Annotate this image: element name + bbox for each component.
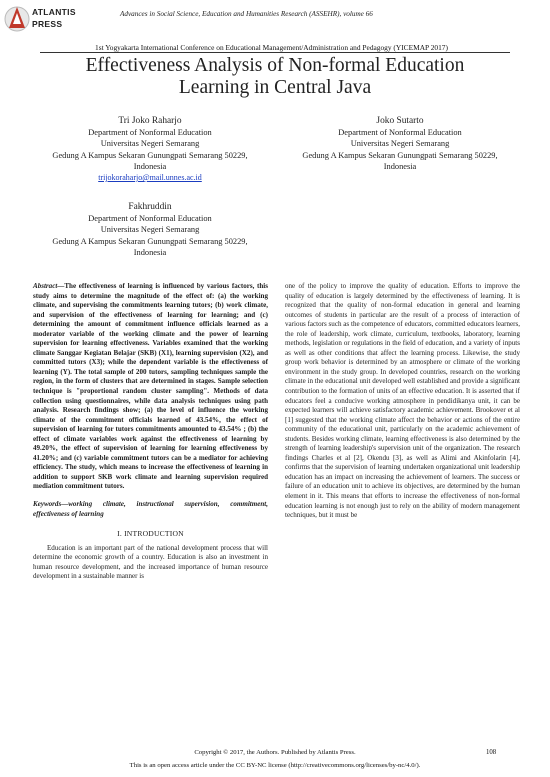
abstract-text: —The effectiveness of learning is influenced by various factors, this study aims to determine the magnitude of the effect of: (a) the working climate, and supervising the commitments learning tutors; (b) work climate, and supervision of the effectiveness of learning for learning; and (c) determining the amount of commitment influence officials learned as a moderator variable of the working climate and the power of learning supervision for learning effectiveness. Variables examined that the working climate Sanggar Kegiatan Belajar (SKB) (X1), learning supervision (X2), and committed tutors (X3); while the dependent variable is the effectiveness of learning (Y). The total sample of 200 tutors, sampling techniques sample the region, in the form of clusters that are determined in stages. Sample selection technique is "proportional random cluster sampling". Methods of data collection using questionnaires, while data analysis techniques using path analysis. Research findings show; (a) the level of influence the working climate of the commitment officials learned of 43.54%, the effect of supervision of learning for tutors commitments amounted to 43.54% ; (b) the effect of climate variables work against the effectiveness of learning by 49.20%, the effect of supervision of learning for learning effectiveness by 41.20%; and (c) variable commitment tutors can be a mediator for achieving efficiency. The study, which means to increase the effectiveness of learning in addition to support SKB work climate and learning supervision required mediation commitment tutors. <box>33 282 268 491</box>
author-university: Universitas Negeri Semarang <box>100 139 200 149</box>
author-block-2 <box>290 116 510 172</box>
left-column <box>33 282 268 582</box>
right-column <box>285 282 520 521</box>
author-address: Gedung A Kampus Sekaran Gunungpati Semarang 50229, <box>52 236 248 246</box>
author-university: Universitas Negeri Semarang <box>100 225 200 235</box>
author-university: Universitas Negeri Semarang <box>350 139 450 149</box>
page-number: 108 <box>486 749 497 756</box>
paper-title <box>40 55 510 99</box>
atlantis-press-logo <box>4 4 84 40</box>
author-name: Tri Joko Raharjo <box>118 116 182 126</box>
author-country: Indonesia <box>133 247 167 257</box>
paper-title-line-2: Learning in Central Java <box>178 77 372 98</box>
author-country: Indonesia <box>133 161 167 171</box>
section-heading-introduction: I. INTRODUCTION <box>117 529 184 539</box>
author-block-1 <box>40 116 260 183</box>
body-paragraph-continued: one of the policy to improve the quality of education. Efforts to improve the quality of education is largely determined by the effectiveness of learning. It is recognized that the quality of non-formal education in general and learning outcomes of students in particular are the result of a process of interaction of various factors such as the competence of educators, committed educators learners, the role of leadership, work climate, curriculum, textbooks, laboratory, learning methods, legislation or regulations in the field of education, and a variety of inputs as well as other conditions that affect the learning process. Likewise, the study group work behavior is determined by an atmosphere or climate of the working environment in the study group. In developed countries, research on the working climate in the educational unit developed well established and provide a significant contribution to the formation of units of an effective education. It is asserted that if educators feel a conducive working atmosphere in pendidikanya unit, it can be expected learners will achieve satisfactory academic achievement. Brookover et al [1] suggested that the working climate affect the behavior or actions of the entire community of the educational unit, particularly on the academic achievement of students. Besides working climate, learning effectiveness is also determined by the strength of learning leadership's supervision unit of the organization. The research findings Charles et al [2], Okendu [3], as well as Alimi and Akinfolarin [4], confirms that the supervision of learning undertaken organizational unit leadership education has an impact on increasing the achievement of learners. The success or failure of an education unit to achieve its objectives, are determined by the human element in it. This means that efforts to increase the effectiveness of non-formal education learning is not enough just to rely on the ability of modern management techniques, but it must be <box>285 282 520 520</box>
abstract-label: Abstract <box>33 282 58 290</box>
author-department: Department of Nonformal Education <box>338 128 462 138</box>
proceedings-title: Advances in Social Science, Education and Humanities Research (ASSEHR), volume 66 <box>120 10 373 18</box>
logo-word-press: PRESS <box>32 19 63 29</box>
conference-name: 1st Yogyakarta International Conference on Educational Management/Administration and Pedagogy (YICEMAP 2017) <box>95 43 448 52</box>
author-email-link[interactable]: trijokoraharjo@mail.unnes.ac.id <box>98 173 202 183</box>
author-name: Fakhruddin <box>128 202 172 212</box>
keywords: Keywords—working climate, instructional supervision, commitment, effectiveness of learning <box>33 500 268 518</box>
logo-word-atlantis: ATLANTIS <box>32 7 76 17</box>
header-rule <box>40 52 510 53</box>
author-department: Department of Nonformal Education <box>88 128 212 138</box>
copyright-notice: Copyright © 2017, the Authors. Published by Atlantis Press. <box>194 749 356 756</box>
author-address: Gedung A Kampus Sekaran Gunungpati Semarang 50229, <box>52 150 248 160</box>
license-notice: This is an open access article under the CC BY-NC license (http://creativecommons.org/licenses/by-nc/4.0/). <box>129 762 421 769</box>
author-country: Indonesia <box>383 161 417 171</box>
author-name: Joko Sutarto <box>376 116 424 126</box>
author-block-3 <box>40 202 260 258</box>
author-address: Gedung A Kampus Sekaran Gunungpati Semarang 50229, <box>302 150 498 160</box>
paper-title-line-1: Effectiveness Analysis of Non-formal Education <box>85 55 465 76</box>
intro-paragraph: Education is an important part of the national development process that will determine the economic growth of a country. Education is also an investment in human resource development, and the increased importance of human resource development in a sustainable manner is <box>33 543 268 581</box>
author-department: Department of Nonformal Education <box>88 214 212 224</box>
logo-mark-icon <box>4 4 30 34</box>
abstract <box>33 282 268 492</box>
